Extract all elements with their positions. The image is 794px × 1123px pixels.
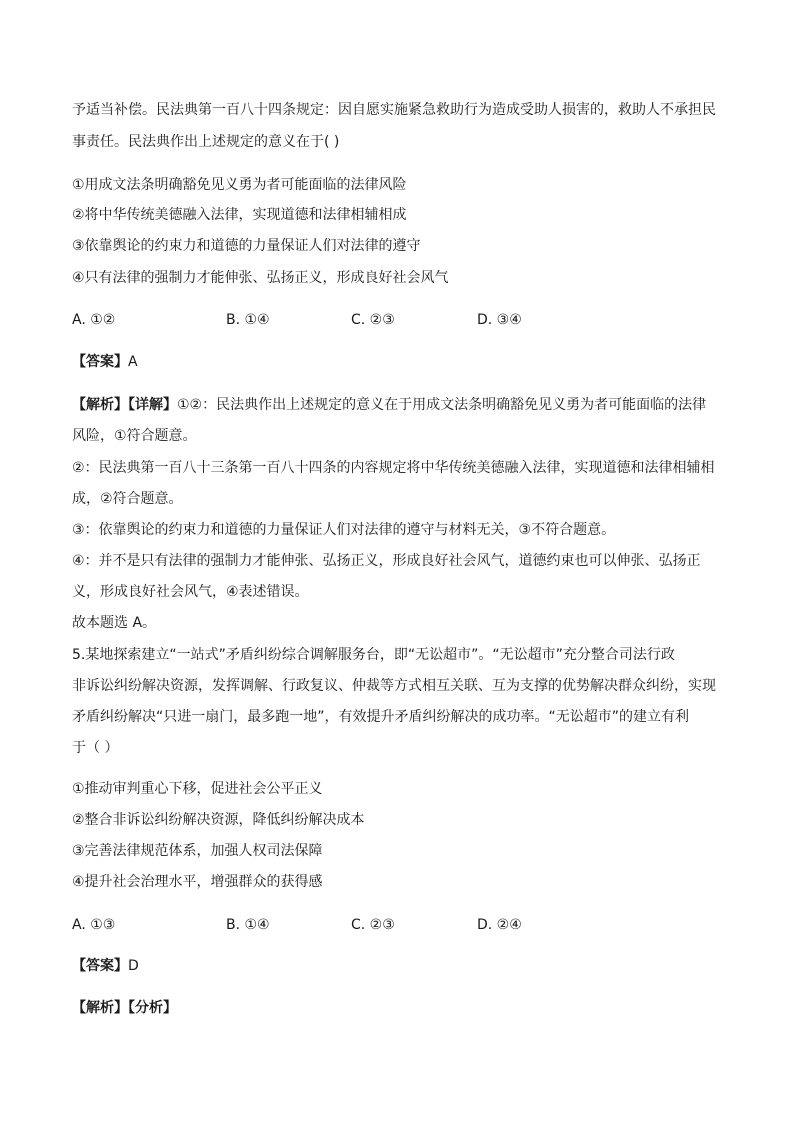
q4-statement-1: ①用成文法条明确豁免见义勇为者可能面临的法律风险 xyxy=(72,177,407,193)
q5-option-b: B. ①④ xyxy=(226,917,270,933)
q4-statement-4: ④只有法律的强制力才能伸张、弘扬正义，形成良好社会风气 xyxy=(72,270,449,286)
q4-option-b: B. ①④ xyxy=(226,312,270,328)
q4-analysis-line-5: ③：依靠舆论的约束力和道德的力量保证人们对法律的遵守与材料无关，③不符合题意。 xyxy=(72,522,616,538)
analysis-sub-label: 【分析】 xyxy=(128,1000,177,1016)
q4-analysis-line-6: ④：并不是只有法律的强制力才能伸张、弘扬正义，形成良好社会风气，道德约束也可以伸张、弘扬正 xyxy=(72,553,701,569)
q4-statement-2: ②将中华传统美德融入法律，实现道德和法律相辅相成 xyxy=(72,207,407,223)
q4-option-c: C. ②③ xyxy=(351,312,395,328)
q5-stem-line-2: 非诉讼纠纷解决资源，发挥调解、行政复议、仲裁等方式相互关联、互为支撑的优势解决群众纠纷，实现 xyxy=(72,678,716,694)
q4-analysis-line-7: 义，形成良好社会风气，④表述错误。 xyxy=(72,584,309,600)
analysis-sub-label: 【详解】 xyxy=(128,397,177,413)
analysis-label: 【解析】 xyxy=(72,397,128,413)
q4-analysis-line-3: ②：民法典第一百八十三条第一百八十四条的内容规定将中华传统美德融入法律，实现道德和法律相辅相 xyxy=(72,460,715,476)
answer-label: 【答案】 xyxy=(72,958,128,974)
q5-statement-2: ②整合非诉讼纠纷解决资源，降低纠纷解决成本 xyxy=(72,812,365,828)
q4-analysis-line-1 xyxy=(72,395,706,415)
q5-option-d: D. ②④ xyxy=(477,917,522,933)
q5-answer xyxy=(72,956,139,976)
analysis-label: 【解析】 xyxy=(72,1000,128,1016)
answer-value: D xyxy=(128,958,139,974)
q4-stem-line-1: 予适当补偿。民法典第一百八十四条规定：因自愿实施紧急救助行为造成受助人损害的，救助人不承担民 xyxy=(72,102,716,118)
answer-value: A xyxy=(128,354,138,370)
q5-stem-line-1: 5.某地探索建立“一站式”矛盾纠纷综合调解服务台，即“无讼超市”。“无讼超市”充分整合司法行政 xyxy=(72,647,675,663)
q4-option-d: D. ③④ xyxy=(477,312,522,328)
q4-analysis-line-8: 故本题选 A。 xyxy=(72,615,157,631)
q4-stem-line-2: 事责任。民法典作出上述规定的意义在于( ) xyxy=(72,134,340,150)
q5-option-a: A. ①③ xyxy=(72,917,116,933)
q4-analysis-line-2: 风险，①符合题意。 xyxy=(72,428,197,444)
analysis-text: ①②：民法典作出上述规定的意义在于用成文法条明确豁免见义勇为者可能面临的法律 xyxy=(177,397,707,413)
q5-option-c: C. ②③ xyxy=(351,917,395,933)
q5-analysis-line-1 xyxy=(72,998,177,1018)
q5-statement-4: ④提升社会治理水平，增强群众的获得感 xyxy=(72,874,323,890)
q5-statement-3: ③完善法律规范体系，加强人权司法保障 xyxy=(72,843,323,859)
q4-answer xyxy=(72,352,138,372)
answer-label: 【答案】 xyxy=(72,354,128,370)
q4-option-a: A. ①② xyxy=(72,312,116,328)
q4-analysis-line-4: 成，②符合题意。 xyxy=(72,491,183,507)
q5-statement-1: ①推动审判重心下移，促进社会公平正义 xyxy=(72,781,323,797)
q5-stem-line-4: 于（ ） xyxy=(72,740,119,756)
q4-statement-3: ③依靠舆论的约束力和道德的力量保证人们对法律的遵守 xyxy=(72,238,421,254)
q5-stem-line-3: 矛盾纠纷解决“只进一扇门，最多跑一地”，有效提升矛盾纠纷解决的成功率。“无讼超市”的建立有利 xyxy=(72,709,690,725)
